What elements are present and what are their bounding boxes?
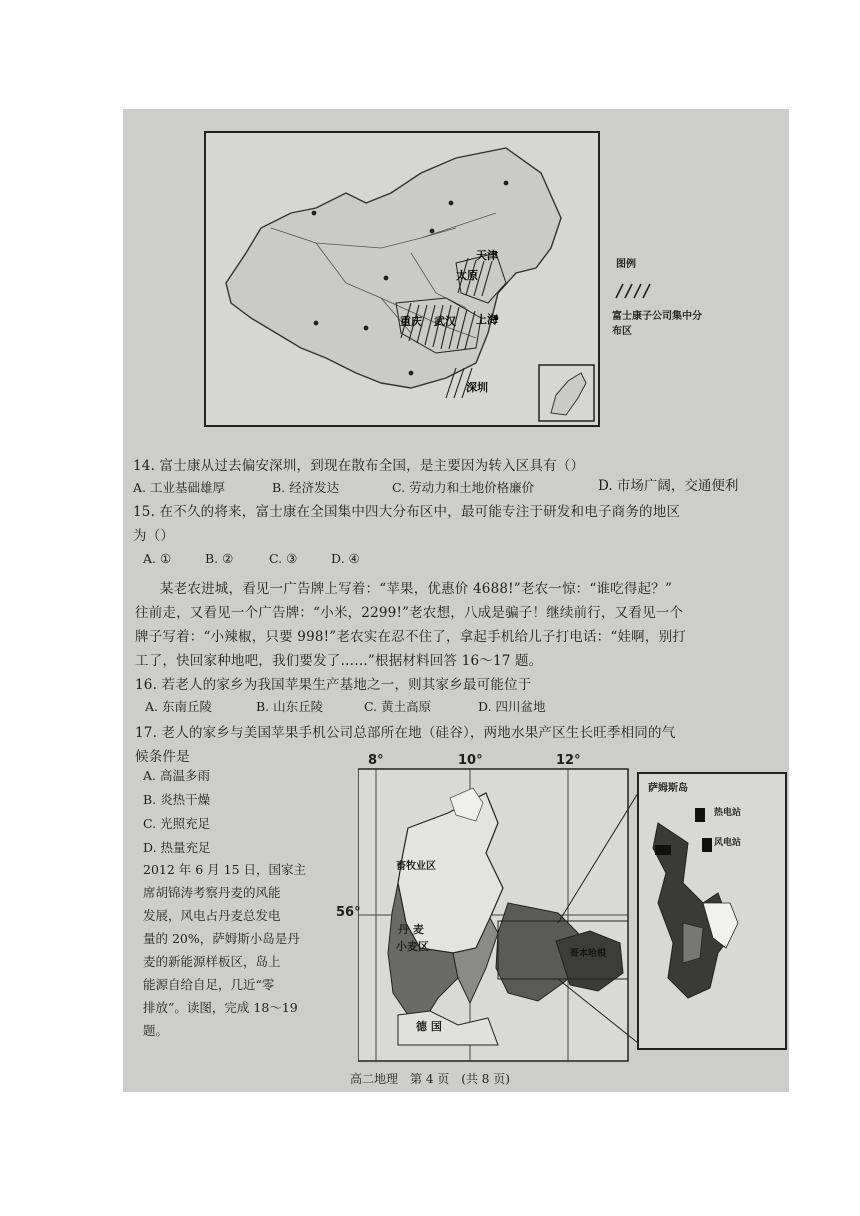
- label-samso-island: 萨姆斯岛: [648, 783, 688, 794]
- story-line-2: 往前走，又看见一个广告牌：“小米，2299!”老农想，八成是骗子！继续前行，又看见一个: [135, 605, 684, 621]
- story-line-3: 牌子写着：“小辣椒，只要 998!”老农实在忍不住了，拿起手机给儿子打电话：“娃啊，别打: [135, 629, 686, 645]
- passage-line-5: 麦的新能源样板区，岛上: [143, 954, 281, 969]
- passage-line-1: 2012 年 6 月 15 日，国家主: [143, 862, 307, 877]
- label-heat-station: 热电站: [714, 808, 742, 818]
- q16-stem: 16. 若老人的家乡为我国苹果生产基地之一，则其家乡最可能位于: [135, 677, 532, 693]
- city-label-shanghai: 上海: [476, 313, 498, 326]
- q16-option-c: C. 黄土高原: [364, 699, 432, 714]
- q17-option-c: C. 光照充足: [143, 816, 211, 831]
- legend-hatch-icon: [614, 283, 654, 299]
- city-label-shenzhen: 深圳: [466, 381, 488, 394]
- china-map-drawing: [206, 133, 598, 425]
- q14-option-a: A. 工业基础雄厚: [133, 480, 225, 495]
- denmark-map-drawing: [358, 753, 788, 1063]
- passage-line-7: 排放”。读图，完成 18～19: [143, 1000, 298, 1015]
- label-wind-station: 风电站: [714, 838, 742, 848]
- passage-line-6: 能源自给自足，几近“零: [143, 977, 275, 992]
- label-wheat-region: 小麦区: [396, 940, 429, 953]
- q14-option-c: C. 劳动力和土地价格廉价: [392, 480, 535, 495]
- passage-line-2: 席胡锦涛考察丹麦的风能: [143, 885, 281, 900]
- city-label-wuhan: 武汉: [434, 315, 456, 328]
- legend-item-label: 富士康子公司集中分布区: [612, 311, 702, 337]
- city-label-tianjin: 天津: [476, 249, 498, 262]
- q15-option-c: C. ③: [269, 551, 298, 566]
- q17-stem-line1: 17. 老人的家乡与美国苹果手机公司总部所在地（硅谷），两地水果产区生长旺季相同的气: [135, 725, 676, 741]
- label-copenhagen: 哥本哈根: [570, 949, 607, 959]
- story-line-1: 某老农进城，看见一广告牌上写着：“苹果，优惠价 4688!”老农一惊：“谁吃得起？”: [160, 581, 673, 597]
- q15-option-d: D. ④: [331, 551, 360, 566]
- q16-option-d: D. 四川盆地: [478, 699, 546, 714]
- legend-title: 图例: [616, 259, 636, 270]
- q17-option-b: B. 炎热干燥: [143, 792, 211, 807]
- city-label-taiyuan: 太原: [456, 269, 478, 282]
- q15-option-b: B. ②: [205, 551, 234, 566]
- passage-line-8: 题。: [143, 1023, 169, 1038]
- lon-label-10: 10°: [458, 753, 483, 768]
- q15-stem-line1: 15. 在不久的将来，富士康在全国集中四大分布区中，最可能专注于研发和电子商务的地区: [133, 504, 681, 520]
- lon-label-12: 12°: [556, 753, 581, 768]
- q17-option-a: A. 高温多雨: [143, 768, 210, 783]
- city-label-chongqing: 重庆: [400, 315, 422, 328]
- label-pasture-region: 畜牧业区: [396, 861, 436, 872]
- page-footer: 高二地理 第 4 页 (共 8 页): [350, 1072, 510, 1086]
- passage-line-4: 量的 20%，萨姆斯小岛是丹: [143, 931, 300, 946]
- passage-line-3: 发展，风电占丹麦总发电: [143, 908, 281, 923]
- lon-label-8: 8°: [368, 753, 384, 768]
- q17-stem-line2: 候条件是: [135, 749, 190, 765]
- q16-option-a: A. 东南丘陵: [145, 699, 212, 714]
- q17-option-d: D. 热量充足: [143, 840, 211, 855]
- q14-stem: 14. 富士康从过去偏安深圳，到现在散布全国，是主要因为转入区具有（）: [133, 458, 585, 474]
- china-map: [204, 131, 600, 427]
- q14-option-d: D. 市场广阔，交通便利: [598, 478, 739, 494]
- denmark-map: [336, 753, 788, 1063]
- label-germany: 德 国: [416, 1020, 442, 1033]
- q14-option-b: B. 经济发达: [272, 480, 340, 495]
- lat-label-56: 56°: [336, 905, 361, 920]
- q15-option-a: A. ①: [143, 551, 172, 566]
- label-denmark: 丹 麦: [398, 923, 424, 936]
- q15-stem-line2: 为（）: [133, 528, 175, 544]
- q16-option-b: B. 山东丘陵: [256, 699, 324, 714]
- story-line-4: 工了，快回家种地吧，我们要发了……”根据材料回答 16～17 题。: [135, 653, 543, 669]
